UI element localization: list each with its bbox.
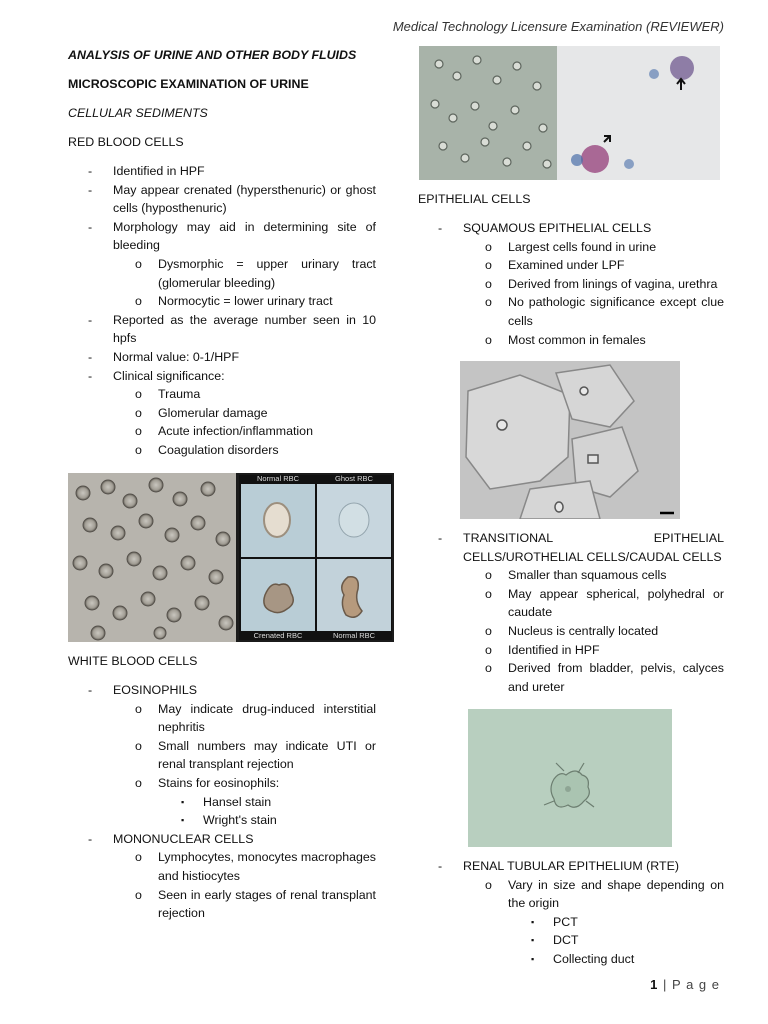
- list-item: - MONONUCLEAR CELLS: [88, 831, 254, 846]
- list-item: o Coagulation disorders: [135, 442, 279, 457]
- list-item: ▪ PCT: [531, 914, 578, 929]
- list-item: ▪ DCT: [531, 933, 579, 948]
- epithelial-section: [418, 190, 724, 349]
- subsection-heading: CELLULAR SEDIMENTS: [68, 106, 208, 120]
- list-item: - EOSINOPHILS: [88, 683, 198, 697]
- list-item: o Derived from linings of vagina, urethra: [485, 276, 718, 291]
- rbc-list: [68, 162, 376, 460]
- rte-section: [418, 857, 724, 969]
- list-item: o Stains for eosinophils:: [135, 775, 280, 790]
- list-item: o Most common in females: [485, 332, 646, 347]
- list-item: ▪ Wright's stain: [181, 813, 277, 828]
- list-item: o Smaller than squamous cells: [485, 568, 667, 583]
- list-item: o Glomerular damage: [135, 405, 268, 420]
- wbc-heading: WHITE BLOOD CELLS: [68, 654, 198, 668]
- panel-label: Normal RBC: [256, 474, 300, 483]
- list-item: - Normal value: 0-1/HPF: [88, 349, 240, 364]
- list-item: ▪ Collecting duct: [531, 951, 635, 966]
- footer-separator: |: [663, 977, 668, 992]
- squamous-cells-micrograph: [460, 361, 680, 519]
- panel-label: Crenated RBC: [253, 631, 303, 640]
- list-item: - SQUAMOUS EPITHELIAL CELLS: [438, 221, 652, 235]
- rbc-heading: RED BLOOD CELLS: [68, 135, 184, 149]
- list-item: - RENAL TUBULAR EPITHELIUM (RTE): [438, 859, 679, 873]
- panel-label: Normal RBC: [332, 631, 376, 640]
- list-item: - Morphology may aid in determining site of bleeding: [88, 219, 376, 253]
- list-item: o Dysmorphic = upper urinary tract (glomerular bleeding): [135, 256, 376, 290]
- transitional-section: [418, 529, 724, 696]
- list-item: - May appear crenated (hypersthenuric) or ghost cells (hyposthenuric): [88, 182, 376, 216]
- panel-label: Ghost RBC: [335, 474, 373, 483]
- list-item: o Nucleus is centrally located: [485, 623, 659, 638]
- page-number: 1: [650, 977, 659, 992]
- transitional-cells-micrograph: [468, 709, 672, 847]
- section-heading: MICROSCOPIC EXAMINATION OF URINE: [68, 77, 309, 91]
- list-item: - Clinical significance:: [88, 368, 225, 383]
- list-item: o Normocytic = lower urinary tract: [135, 294, 333, 309]
- epithelial-heading: EPITHELIAL CELLS: [418, 192, 531, 206]
- list-item: ▪ Hansel stain: [181, 794, 272, 809]
- list-item: o Acute infection/inflammation: [135, 424, 313, 439]
- list-item: - TRANSITIONAL EPITHELIAL CELLS/UROTHELIAL CELLS/CAUDAL CELLS: [438, 531, 724, 564]
- wbc-section: [68, 652, 376, 923]
- list-item: o Derived from bladder, pelvis, calyces and ureter: [485, 661, 724, 694]
- list-item: o Small numbers may indicate UTI or renal transplant rejection: [135, 738, 376, 772]
- rbc-micrograph-figure: [68, 473, 394, 642]
- wbc-micrograph-figure: [419, 46, 720, 180]
- list-item: o May indicate drug-induced interstitial nephritis: [135, 701, 376, 735]
- left-column: [68, 46, 376, 460]
- list-item: o Examined under LPF: [485, 258, 625, 273]
- list-item: - Identified in HPF: [88, 164, 205, 178]
- page-footer: [650, 977, 720, 992]
- list-item: o Lymphocytes, monocytes macrophages and histiocytes: [135, 850, 376, 883]
- page-word: P a g e: [672, 977, 720, 992]
- list-item: o Trauma: [135, 387, 201, 402]
- list-item: o May appear spherical, polyhedral or caudate: [485, 586, 724, 620]
- list-item: o Vary in size and shape depending on the origin: [485, 877, 724, 911]
- list-item: o No pathologic significance except clue cells: [485, 295, 724, 328]
- list-item: o Largest cells found in urine: [485, 239, 657, 254]
- list-item: o Identified in HPF: [485, 642, 600, 657]
- running-header: Medical Technology Licensure Examination (REVIEWER): [392, 19, 724, 34]
- list-item: - Reported as the average number seen in 10 hpfs: [88, 312, 376, 346]
- list-item: o Seen in early stages of renal transplant rejection: [135, 887, 376, 921]
- document-title: ANALYSIS OF URINE AND OTHER BODY FLUIDS: [68, 48, 357, 62]
